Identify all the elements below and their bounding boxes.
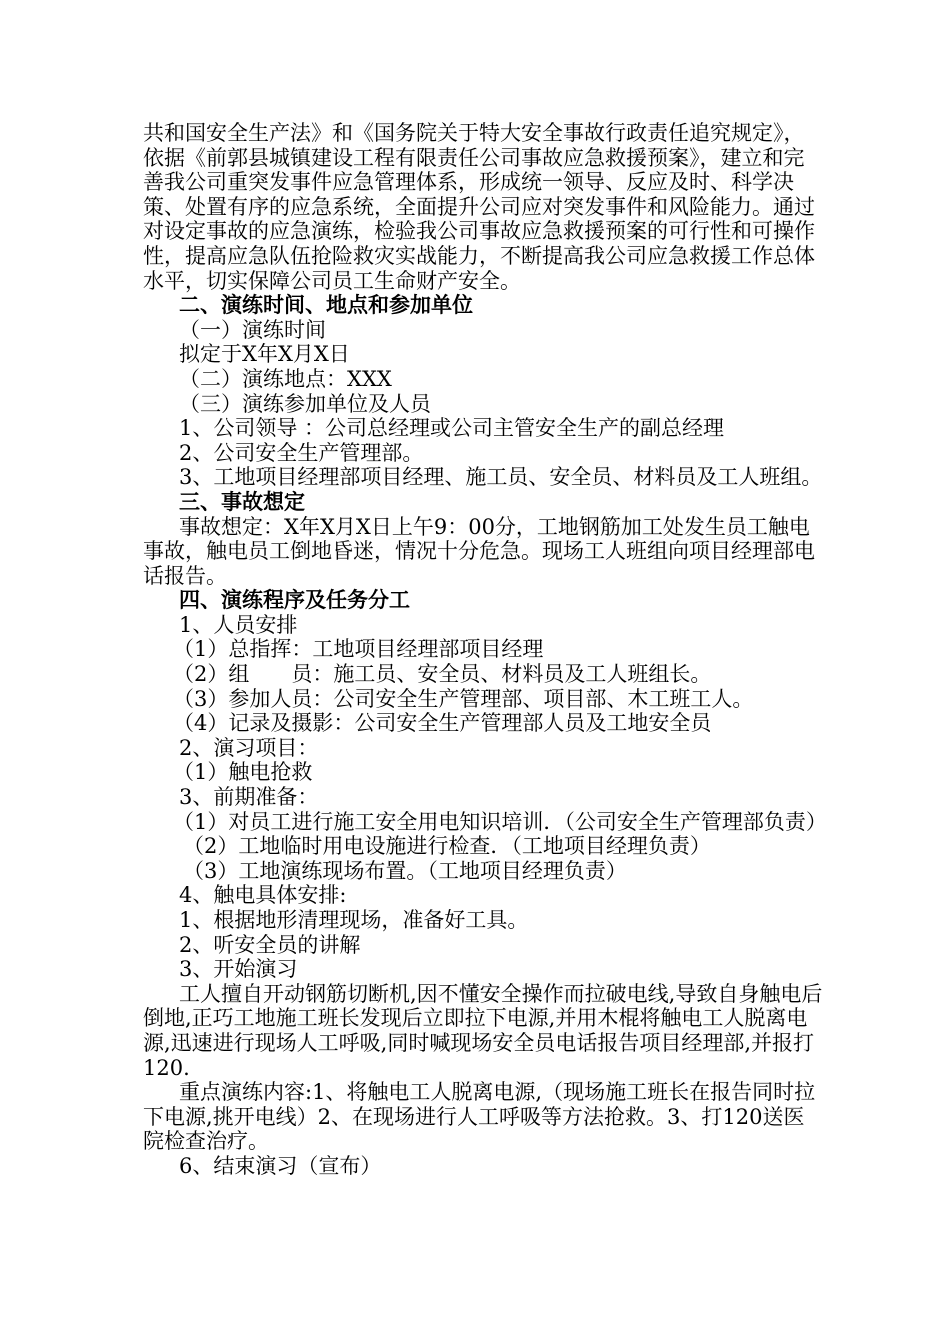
participant-item-3: 3、工地项目经理部项目经理、施工员、安全员、材料员及工人班组。 bbox=[179, 465, 823, 490]
staffing-item-1: （1）总指挥：工地项目经理部项目经理 bbox=[173, 637, 544, 662]
preparation-item-1: （1）对员工进行施工安全用电知识培训．（公司安全生产管理部负责） bbox=[173, 809, 827, 834]
drill-date: 拟定于X年X月X日 bbox=[179, 342, 350, 367]
subheading-location: （二）演练地点：XXX bbox=[179, 366, 392, 391]
section-heading-2: 二、演练时间、地点和参加单位 bbox=[179, 292, 473, 318]
key-content-paragraph: 重点演练内容:1、将触电工人脱离电源,（现场施工班长在报告同时拉下电源,挑开电线）2、在现场进行人工呼吸等方法抢救。3、打120送医院检查治疗。 bbox=[143, 1080, 816, 1154]
preparation-item-2: （2）工地临时用电设施进行检查．（工地项目经理负责） bbox=[183, 834, 711, 859]
arrangement-item-3: 3、开始演习 bbox=[179, 957, 298, 982]
staffing-heading: 1、人员安排 bbox=[179, 612, 298, 637]
arrangement-item-2: 2、听安全员的讲解 bbox=[179, 932, 361, 957]
staffing-item-2: （2）组 员：施工员、安全员、材料员及工人班组长。 bbox=[173, 662, 712, 687]
arrangement-heading: 4、触电具体安排: bbox=[179, 883, 347, 908]
preparation-heading: 3、前期准备： bbox=[179, 785, 319, 810]
document-body bbox=[143, 121, 827, 1179]
section-heading-4: 四、演练程序及任务分工 bbox=[179, 587, 410, 613]
intro-paragraph: 共和国安全生产法》和《国务院关于特大安全事故行政责任追究规定》，依据《前郭县城镇建设工程有限责任公司事故应急救援预案》，建立和完善我公司重突发事件应急管理体系，形成统一领导、反应及时、科学决策、处置有序的应急系统，全面提升公司应对突发事件和风险能力。通过对设定事故的应急演练，检验我公司事故应急救援预案的可行性和可操作性，提高应急队伍抢险救灾实战能力，不断提高我公司应急救援工作总体水平，切实保障公司员工生命财产安全。 bbox=[143, 121, 815, 293]
section-heading-3: 三、事故想定 bbox=[179, 488, 305, 514]
scenario-paragraph: 事故想定：X年X月X日上午9：00分，工地钢筋加工处发生员工触电事故，触电员工倒地昏迷，情况十分危急。现场工人班组向项目经理部电话报告。 bbox=[143, 514, 815, 588]
staffing-item-3: （3）参加人员：公司安全生产管理部、项目部、木工班工人。 bbox=[173, 686, 754, 711]
subheading-participants: （三）演练参加单位及人员 bbox=[179, 391, 431, 416]
participant-item-2: 2、公司安全生产管理部。 bbox=[179, 440, 424, 465]
end-drill-item: 6、结束演习（宣布） bbox=[179, 1153, 382, 1178]
staffing-item-4: （4）记录及摄影：公司安全生产管理部人员及工地安全员 bbox=[173, 711, 712, 736]
drill-items-heading: 2、演习项目： bbox=[179, 735, 319, 760]
arrangement-item-1: 1、根据地形清理现场，准备好工具。 bbox=[179, 908, 529, 932]
participant-item-1: 1、公司领导 ：公司总经理或公司主管安全生产的副总经理 bbox=[179, 416, 725, 441]
drill-narrative-paragraph: 工人擅自开动钢筋切断机,因不懂安全操作而拉破电线,导致自身触电后倒地,正巧工地施工班长发现后立即拉下电源,并用木棍将触电工人脱离电源,迅速进行现场人工呼吸,同时喊现场安全员电话报告项目经理部,并报打120. bbox=[143, 981, 823, 1080]
subheading-time: （一）演练时间 bbox=[179, 317, 326, 342]
preparation-item-3: （3）工地演练现场布置。（工地项目经理负责） bbox=[183, 858, 627, 883]
drill-item-1: （1）触电抢救 bbox=[173, 760, 313, 785]
